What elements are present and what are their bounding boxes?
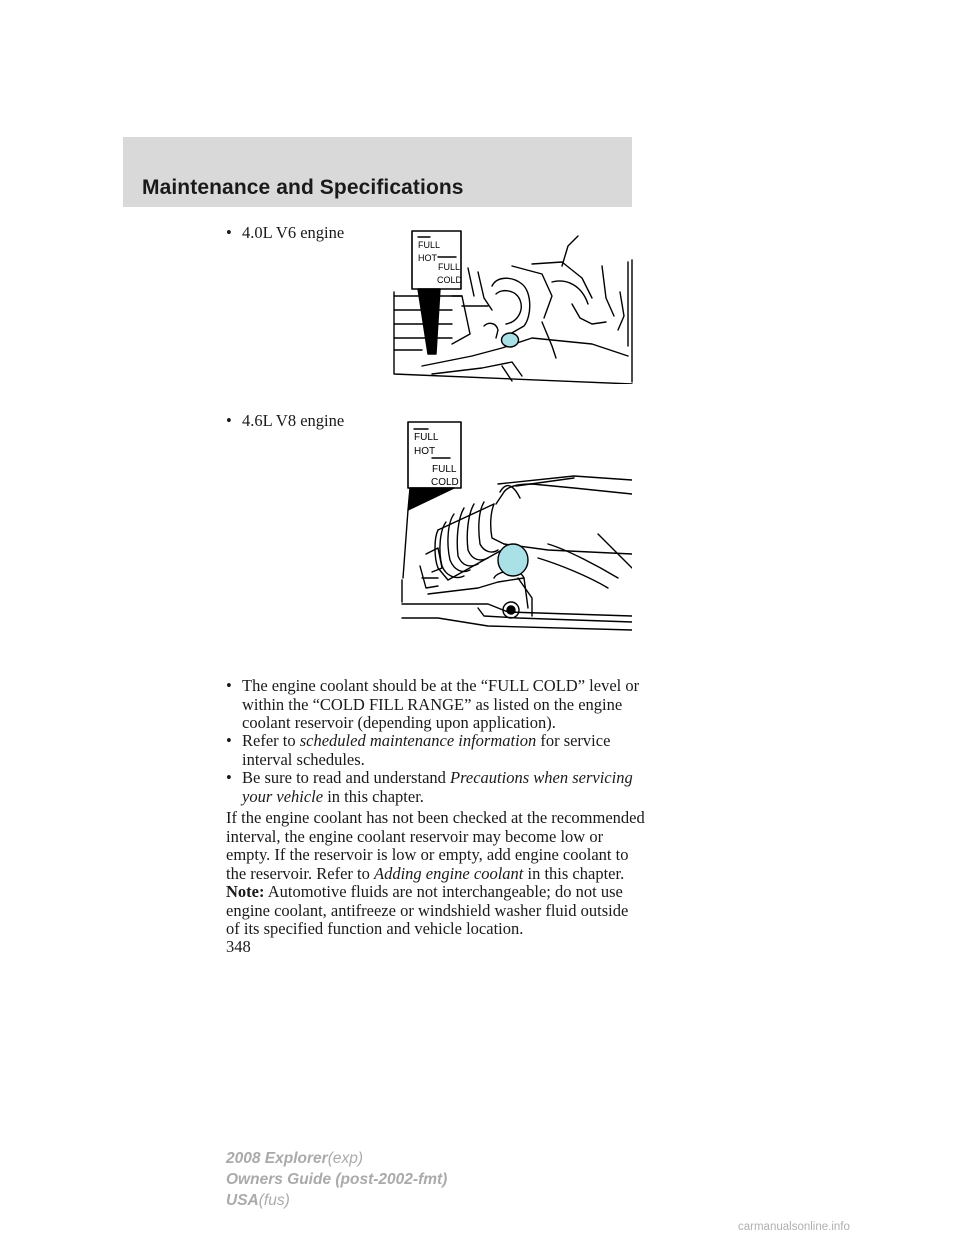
bullet-dot: • — [226, 411, 232, 430]
footer-identifier: 2008 Explorer(exp) Owners Guide (post-2002-fmt) USA(fus) — [226, 1150, 448, 1209]
bullet-dot: • — [226, 223, 232, 242]
paragraph-note — [226, 883, 646, 939]
v8-engine-illustration — [398, 418, 632, 642]
v8-label-hot: HOT — [414, 446, 436, 457]
bullet-full-cold-text: The engine coolant should be at the “FULL COLD” level or within the “COLD FILL RANGE” as listed on the engine coolant reservoir (depending upon application). — [242, 676, 640, 732]
paragraph-coolant-check: If the engine coolant has not been checked at the recommended interval, the engine coolant reservoir may become low or empty. If the reservoir is low or empty, add engine coolant to the reservoir. Refer to Adding engine coolant in this chapter. — [226, 808, 645, 883]
v6-label-cold: COLD — [437, 275, 463, 285]
link-precautions: Precautions when servicing your vehicle — [242, 768, 633, 806]
page-title: Maintenance and Specifications — [142, 176, 464, 199]
bullet-precautions-text: Be sure to read and understand Precautions when servicing your vehicle in this chapter. — [242, 768, 633, 806]
v8-label-full-cold-1: FULL — [432, 464, 457, 475]
v6-label-full-cold-1: FULL — [438, 262, 461, 272]
v6-reservoir-cap — [502, 333, 519, 347]
v8-label-cold: COLD — [431, 477, 459, 488]
v8-reservoir-cap — [498, 544, 528, 576]
page-number: 348 — [226, 937, 251, 956]
v6-label-full-hot-1: FULL — [418, 240, 441, 250]
v6-label-hot: HOT — [418, 253, 437, 263]
bullet-dot: • — [226, 731, 232, 750]
watermark: carmanualsonline.info — [738, 1221, 850, 1233]
link-adding-coolant: Adding engine coolant — [373, 863, 524, 883]
v8-label-full-hot-1: FULL — [414, 432, 439, 443]
note-text: Automotive fluids are not interchangeable; do not use engine coolant, antifreeze or windshield washer fluid outside of its specified function and vehicle location. — [226, 882, 629, 938]
bullet-v8-label: 4.6L V8 engine — [242, 411, 345, 430]
note-label: Note: — [226, 882, 265, 901]
bullet-v6-label: 4.0L V6 engine — [242, 223, 345, 242]
v6-engine-illustration — [392, 226, 634, 384]
bullet-dot: • — [226, 768, 232, 787]
link-scheduled-maintenance: scheduled maintenance information — [299, 731, 537, 750]
bullet-dot: • — [226, 676, 232, 695]
bullet-refer-schedule-text: Refer to scheduled maintenance information for service interval schedules. — [242, 731, 611, 769]
